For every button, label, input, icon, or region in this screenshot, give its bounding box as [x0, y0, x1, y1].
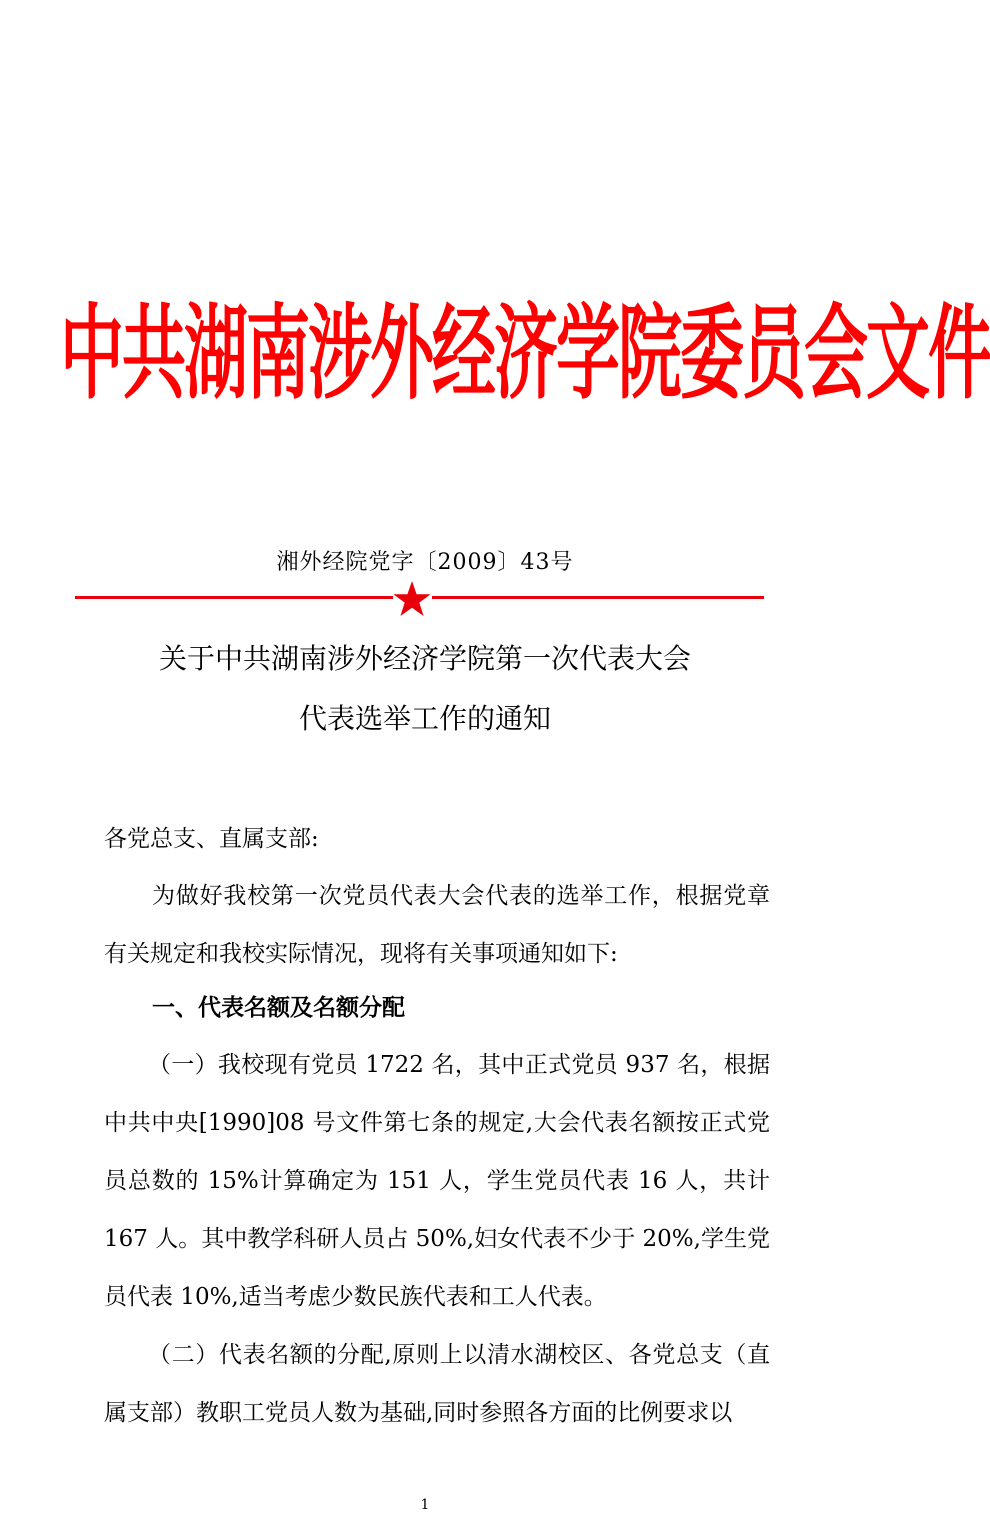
document-number: 湘外经院党字〔2009〕43号	[276, 550, 574, 575]
page-number: 1	[420, 1497, 430, 1513]
section-heading-1: 一、代表名额及名额分配	[152, 995, 405, 1021]
salutation: 各党总支、直属支部:	[104, 826, 319, 852]
notice-title-line2: 代表选举工作的通知	[298, 702, 551, 735]
paragraph-allocation: （二）代表名额的分配,原则上以清水湖校区、各党总支（直属支部）教职工党员人数为基础,同时参照各方面的比例要求以	[104, 1342, 770, 1426]
document-masthead: 中共湖南涉外经济学院委员会文件	[60, 295, 990, 415]
red-divider-right	[432, 596, 764, 599]
red-divider-left	[75, 596, 393, 599]
star-icon	[392, 580, 432, 618]
notice-title-line1: 关于中共湖南涉外经济学院第一次代表大会	[158, 642, 691, 675]
paragraph-quota: （一）我校现有党员 1722 名，其中正式党员 937 名，根据中共中央[1990]08 号文件第七条的规定,大会代表名额按正式党员总数的 15%计算确定为 151 人，学生党员代表 16 人，共计 167 人。其中教学科研人员占 50%,妇女代表不少于 20%,学生党员代表 10%,适当考虑少数民族代表和工人代表。	[104, 1052, 770, 1310]
intro-paragraph: 为做好我校第一次党员代表大会代表的选举工作，根据党章有关规定和我校实际情况，现将有关事项通知如下:	[104, 883, 770, 967]
